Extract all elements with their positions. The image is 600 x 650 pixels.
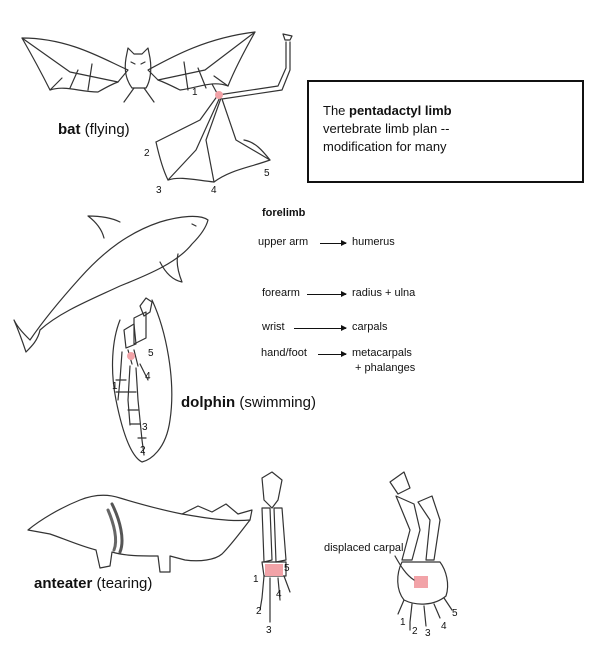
anteater-left-digit-1: 1: [253, 574, 259, 585]
bone-phalanges: + phalanges: [355, 362, 416, 374]
anteater-right-digit-4: 4: [441, 621, 447, 632]
part-forearm: forearm: [262, 287, 300, 299]
dolphin-digit-5: 5: [148, 348, 154, 359]
bat-digit-4: 4: [211, 185, 217, 196]
anteater-right-digit-3: 3: [425, 628, 431, 639]
bat-digit-3: 3: [156, 185, 162, 196]
displaced-carpal-label: displaced carpal: [324, 542, 404, 554]
anteater-drawing: [28, 495, 252, 572]
bone-humerus: humerus: [352, 236, 395, 248]
forelimb-heading: forelimb: [262, 207, 306, 219]
bat-digit-2: 2: [144, 148, 150, 159]
arrow-forearm: [307, 294, 346, 295]
anteater-left-digit-5: 5: [284, 563, 290, 574]
arrow-hand-foot: [318, 354, 346, 355]
anteater-right-digit-1: 1: [400, 617, 406, 628]
dolphin-digit-1: 1: [112, 381, 118, 392]
infobox-title: The pentadactyl limb: [323, 103, 452, 118]
part-upper-arm: upper arm: [258, 236, 309, 248]
anteater-left-digit-4: 4: [276, 589, 282, 600]
bat-digit-5: 5: [264, 168, 270, 179]
anteater-right-carpal-highlight: [414, 576, 428, 588]
anteater-right-digit-2: 2: [412, 626, 418, 637]
arrow-wrist: [294, 328, 346, 329]
dolphin-flipper-skeleton: [113, 298, 172, 462]
bone-radius-ulna: radius + ulna: [352, 287, 416, 299]
part-wrist: wrist: [262, 321, 285, 333]
bat-carpal-highlight: [215, 91, 223, 99]
dolphin-digit-2: 2: [140, 445, 146, 456]
bat-digit-1: 1: [192, 87, 198, 98]
anteater-label: anteater (tearing): [34, 575, 153, 592]
dolphin-digit-4: 4: [145, 371, 151, 382]
anteater-left-digit-2: 2: [256, 606, 262, 617]
bone-metacarpals: metacarpals: [352, 347, 412, 359]
pentadactyl-info-box: [307, 80, 584, 183]
dolphin-carpal-highlight: [127, 352, 135, 360]
bat-label: bat (flying): [58, 121, 130, 138]
dolphin-digit-3: 3: [142, 422, 148, 433]
infobox-line-2: vertebrate limb plan --: [323, 121, 450, 136]
anteater-left-forelimb-skeleton: [260, 472, 290, 622]
anteater-left-digit-3: 3: [266, 625, 272, 636]
bone-carpals: carpals: [352, 321, 388, 333]
arrow-upper-arm: [320, 243, 346, 244]
dolphin-label: dolphin (swimming): [181, 394, 316, 411]
dolphin-drawing: [14, 216, 208, 352]
part-hand-foot: hand/foot: [261, 347, 307, 359]
anteater-left-carpal-highlight: [265, 564, 283, 576]
anteater-right-digit-5: 5: [452, 608, 458, 619]
infobox-line-3: modification for many: [323, 139, 447, 154]
